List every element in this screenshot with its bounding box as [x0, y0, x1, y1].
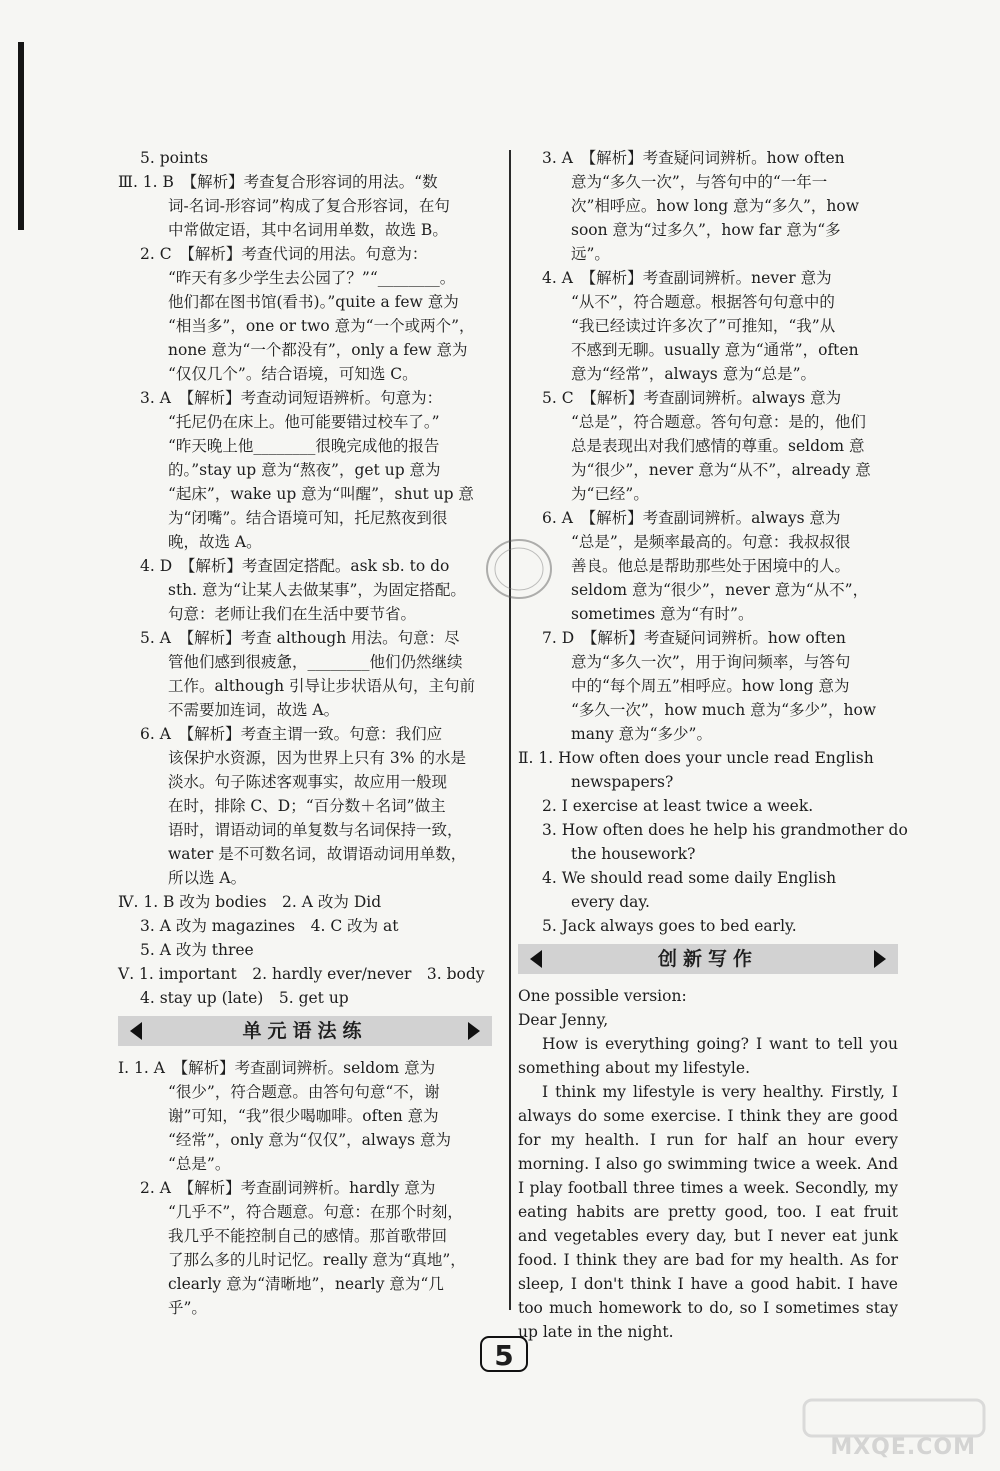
text-line: 3. A 【解析】考查动词短语辨析。句意为：: [140, 389, 443, 407]
text-line: Ⅴ. 1. important 2. hardly ever/never 3. body: [118, 965, 485, 983]
essay-paragraph: I think my lifestyle is very healthy. Firstly, I always do some exercise. I think they are good for my health. I run for half an hour every morning. I also go swimming twice a week. And I play football three times a week. Secondly, my eating habits are pretty good, too. I eat fruit and vegetables every day, but I never eat junk food. I think they are bad for my health. As for sleep, I don't think I have a good habit. I have too much homework to do, so I sometimes stay up late in the night.: [518, 1083, 898, 1341]
text-line: 在时，排除 C、D；“百分数＋名词”做主: [168, 797, 446, 815]
text-line: 2. C 【解析】考查代词的用法。句意为：: [140, 245, 428, 263]
text-line: many 意为“多少”。: [571, 725, 712, 743]
text-line: Ⅲ. 1. B 【解析】考查复合形容词的用法。“数: [118, 173, 438, 191]
arrow-left-icon: [530, 950, 542, 968]
section-banner-writing: [518, 944, 898, 974]
text-line: 不感到无聊。usually 意为“通常”，often: [571, 341, 859, 359]
text-line: “总是”。: [168, 1155, 231, 1173]
text-line: sth. 意为“让某人去做某事”，为固定搭配。: [168, 581, 466, 599]
text-line: Ⅰ. 1. A 【解析】考查副词辨析。seldom 意为: [118, 1059, 436, 1077]
text-line: 的。”stay up 意为“熬夜”，get up 意为: [168, 461, 441, 479]
text-line: sometimes 意为“有时”。: [571, 605, 754, 623]
page-number: 5: [480, 1336, 528, 1372]
text-line: Ⅳ. 1. B 改为 bodies 2. A 改为 Did: [118, 893, 382, 911]
text-line: 中的“每个周五”相呼应。how long 意为: [571, 677, 850, 695]
text-line: 为“已经”。: [571, 485, 649, 503]
text-line: 意为“多久一次”，与答句中的“一年一: [571, 173, 828, 191]
text-line: seldom 意为“很少”，never 意为“从不”，: [571, 581, 869, 599]
text-line: 6. A 【解析】考查主谓一致。句意：我们应: [140, 725, 443, 743]
essay-intro: One possible version:: [518, 987, 687, 1005]
text-line: soon 意为“过多久”，how far 意为“多: [571, 221, 841, 239]
text-line: 3. A 【解析】考查疑问词辨析。how often: [542, 149, 845, 167]
text-line: 5. C 【解析】考查副词辨析。always 意为: [542, 389, 842, 407]
text-line: “经常”，only 意为“仅仅”，always 意为: [168, 1131, 451, 1149]
text-line: “总是”，符合题意。答句句意：是的，他们: [571, 413, 866, 431]
text-line: 总是表现出对我们感情的尊重。seldom 意: [571, 437, 865, 455]
arrow-right-icon: [468, 1022, 480, 1040]
text-line: 该保护水资源，因为世界上只有 3% 的水是: [168, 749, 466, 767]
text-line: 不需要加连词，故选 A。: [168, 701, 340, 719]
text-line: 句意：老师让我们在生活中要节省。: [168, 605, 417, 623]
text-line: 他们都在图书馆(看书)。”quite a few 意为: [168, 293, 459, 311]
text-line: 5. A 改为 three: [140, 941, 254, 959]
page-edge-mark: [18, 42, 24, 230]
text-line: newspapers?: [571, 773, 674, 791]
text-line: none 意为“一个都没有”，only a few 意为: [168, 341, 468, 359]
text-line: clearly 意为“清晰地”，nearly 意为“几: [168, 1275, 444, 1293]
text-line: 次”相呼应。how long 意为“多久”，how: [571, 197, 859, 215]
text-line: “昨天晚上他________很晚完成他的报告: [168, 437, 440, 455]
section-title: 单元语法练: [242, 1020, 368, 1042]
text-line: 4. stay up (late) 5. get up: [140, 989, 349, 1007]
watermark-text: MXQE.COM: [830, 1435, 976, 1460]
text-line: 远”。: [571, 245, 610, 263]
text-line: “从不”，符合题意。根据答句句意中的: [571, 293, 835, 311]
section-banner-grammar: [118, 1016, 492, 1046]
text-line: 3. How often does he help his grandmother do: [542, 821, 908, 839]
text-line: 5. A 【解析】考查 although 用法。句意：尽: [140, 629, 460, 647]
text-line: 了那么多的儿时记忆。really 意为“真地”，: [168, 1251, 466, 1269]
text-line: Ⅱ. 1. How often does your uncle read English: [518, 749, 874, 767]
text-line: 为“很少”，never 意为“从不”，already 意: [571, 461, 871, 479]
left-column: [118, 146, 492, 1320]
text-line: water 是不可数名词，故谓语动词用单数，: [168, 845, 467, 863]
text-line: 2. A 【解析】考查副词辨析。hardly 意为: [140, 1179, 436, 1197]
text-line: 4. We should read some daily English: [542, 869, 837, 887]
text-line: 我几乎不能控制自己的感情。那首歌带回: [168, 1227, 448, 1245]
text-line: 乎”。: [168, 1299, 207, 1317]
text-line: 词-名词-形容词”构成了复合形容词，在句: [168, 197, 450, 215]
section-title: 创新写作: [657, 948, 758, 970]
text-line: 5. points: [140, 149, 209, 167]
text-line: 淡水。句子陈述客观事实，故应用一般现: [168, 773, 448, 791]
text-line: “昨天有多少学生去公园了？”“________。: [168, 269, 456, 287]
text-line: “起床”，wake up 意为“叫醒”，shut up 意: [168, 485, 474, 503]
text-line: the housework?: [571, 845, 696, 863]
text-line: “相当多”，one or two 意为“一个或两个”，: [168, 317, 475, 335]
right-column: [518, 146, 908, 1344]
text-line: “总是”，是频率最高的。句意：我叔叔很: [571, 533, 851, 551]
arrow-left-icon: [130, 1022, 142, 1040]
text-line: 谢”可知，“我”很少喝咖啡。often 意为: [168, 1107, 439, 1125]
watermark-logo: [800, 1394, 990, 1466]
text-line: 意为“多久一次”，用于询问频率，与答句: [571, 653, 851, 671]
arrow-right-icon: [874, 950, 886, 968]
text-line: 2. I exercise at least twice a week.: [542, 797, 814, 815]
text-line: 中常做定语，其中名词用单数，故选 B。: [168, 221, 448, 239]
text-line: 善良。他总是帮助那些处于困境中的人。: [571, 557, 851, 575]
essay-greeting: Dear Jenny,: [518, 1011, 609, 1029]
text-line: “托尼仍在床上。他可能要错过校车了。”: [168, 413, 440, 431]
text-line: “仅仅几个”。结合语境，可知选 C。: [168, 365, 418, 383]
text-line: 晚，故选 A。: [168, 533, 262, 551]
text-line: “几乎不”，符合题意。句意：在那个时刻，: [168, 1203, 463, 1221]
text-line: “多久一次”，how much 意为“多少”，how: [571, 701, 877, 719]
text-line: 语时，谓语动词的单复数与名词保持一致，: [168, 821, 463, 839]
column-divider: [509, 150, 511, 1310]
essay-paragraph: How is everything going? I want to tell you something about my lifestyle.: [518, 1035, 898, 1077]
text-line: 3. A 改为 magazines 4. C 改为 at: [140, 917, 399, 935]
text-line: 5. Jack always goes to bed early.: [542, 917, 797, 935]
text-line: 4. D 【解析】考查固定搭配。ask sb. to do: [140, 557, 450, 575]
text-line: 为“闭嘴”。结合语境可知，托尼熬夜到很: [168, 509, 448, 527]
text-line: 4. A 【解析】考查副词辨析。never 意为: [542, 269, 832, 287]
stamp-icon: [484, 536, 554, 602]
text-line: 工作。although 引导让步状语从句，主句前: [168, 677, 476, 695]
text-line: 管他们感到很疲惫，________他们仍然继续: [168, 653, 463, 671]
text-line: “很少”，符合题意。由答句句意“不，谢: [168, 1083, 440, 1101]
text-line: every day.: [571, 893, 650, 911]
text-line: 意为“经常”，always 意为“总是”。: [571, 365, 817, 383]
text-line: “我已经读过许多次了”可推知，“我”从: [571, 317, 836, 335]
text-line: 7. D 【解析】考查疑问词辨析。how often: [542, 629, 846, 647]
text-line: 6. A 【解析】考查副词辨析。always 意为: [542, 509, 841, 527]
text-line: 所以选 A。: [168, 869, 247, 887]
